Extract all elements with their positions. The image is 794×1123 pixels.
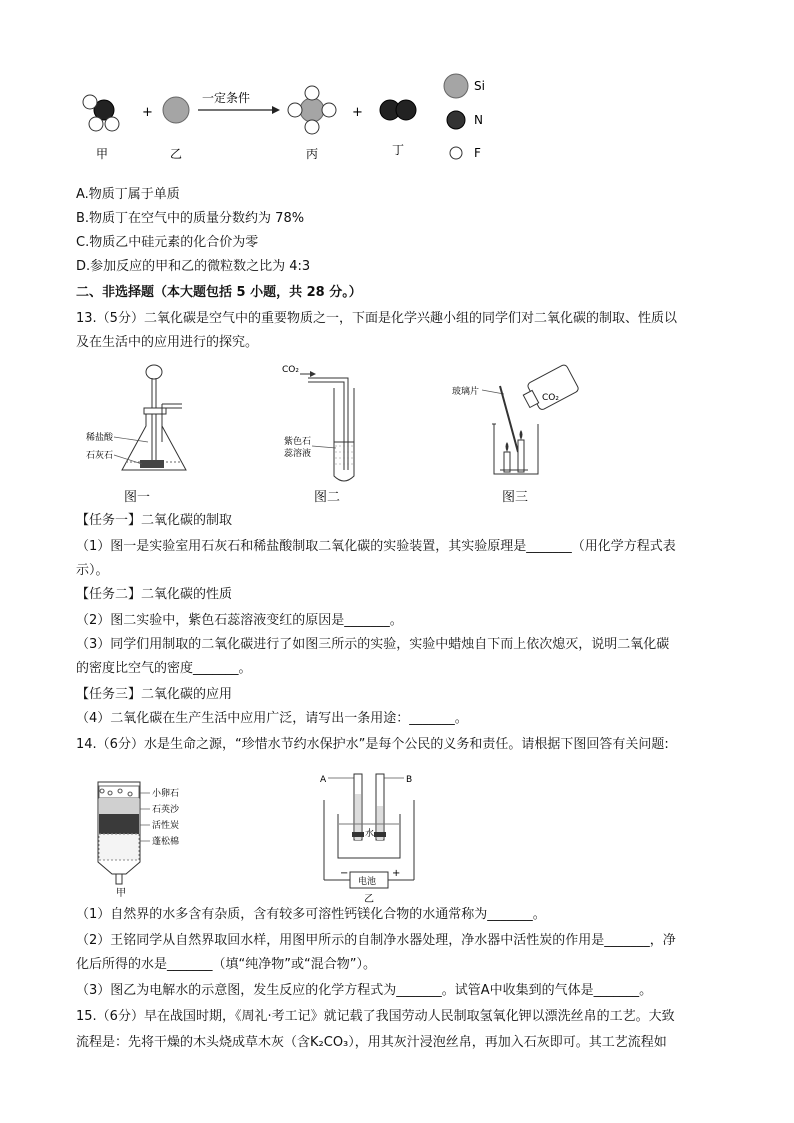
figure-1-apparatus (84, 364, 204, 480)
q14-sub3: （3）图乙为电解水的示意图，发生反应的化学方程式为_______。试管A中收集到的气体是_______。 (76, 983, 653, 998)
q13-sub1-line2: 示）。 (76, 563, 109, 578)
legend-si-swatch (444, 74, 468, 98)
plus-sign-2: + (352, 105, 363, 120)
figure-3-candles (452, 360, 582, 482)
option-a: A.物质丁属于单质 (76, 187, 180, 202)
q13-sub1-line1: （1）图一是实验室用石灰石和稀盐酸制取二氧化碳的实验装置，其实验原理是_______（用化学方程式表 (76, 539, 676, 554)
purifier-layer-3: 活性炭 (152, 821, 180, 831)
option-b: B.物质丁在空气中的质量分数约为 78% (76, 211, 305, 226)
figure-jia-purifier (90, 774, 220, 900)
q13-sub3-line2: 的密度比空气的密度_______。 (76, 661, 252, 676)
q15-line2: 流程是：先将干燥的木头烧成草木灰（含K₂CO₃），用其灰汁浸泡丝帛，再加入石灰即可。其工艺流程如 (76, 1035, 667, 1050)
label-bing: 丙 (306, 147, 319, 161)
figure-yi-electrolysis (314, 770, 424, 904)
molecule-jia (83, 95, 119, 131)
legend-f-label: F (474, 146, 481, 160)
q14-sub2-line1: （2）王铭同学从自然界取回水样，用图甲所示的自制净水器处理，净水器中活性炭的作用是_______，净 (76, 933, 676, 948)
label-ding: 丁 (392, 143, 405, 157)
arrow-head (272, 106, 280, 114)
purifier-layer-2: 石英沙 (152, 805, 180, 815)
electrolysis-label-b: B (406, 775, 413, 785)
fig2-label-gas: CO₂ (282, 365, 299, 375)
atom-yi (163, 97, 189, 123)
molecule-ding (380, 100, 416, 120)
legend-n-swatch (447, 111, 465, 129)
legend-si-label: Si (474, 79, 485, 93)
plus-sign-1: + (142, 105, 153, 120)
label-yi: 乙 (170, 147, 183, 161)
task1-heading: 【任务一】二氧化碳的制取 (76, 513, 233, 528)
q13-stem-line2: 及在生活中的应用进行的探究。 (76, 335, 259, 350)
q13-sub3-line1: （3）同学们用制取的二氧化碳进行了如图三所示的实验，实验中蜡烛自下而上依次熄灭，说明二氧化碳 (76, 637, 670, 652)
legend-f-swatch (450, 147, 462, 159)
battery-minus: − (340, 868, 349, 879)
electrolysis-label-a: A (320, 775, 327, 785)
molecule-bing (288, 86, 336, 134)
q13-stem-line1: 13.（5分）二氧化碳是空气中的重要物质之一，下面是化学兴趣小组的同学们对二氧化碳的制取、性质以 (76, 311, 677, 326)
task2-heading: 【任务二】二氧化碳的性质 (76, 587, 233, 602)
task3-heading: 【任务三】二氧化碳的应用 (76, 687, 233, 702)
purifier-layer-1: 小卵石 (152, 789, 180, 799)
battery-plus: + (392, 868, 401, 879)
electrolysis-label-water: 水 (365, 829, 375, 839)
q14-stem: 14.（6分）水是生命之源，“珍惜水节约水保护水”是每个公民的义务和责任。请根据下图回答有关问题: (76, 737, 669, 752)
fig3-label-glass: 玻璃片 (452, 387, 480, 397)
q13-sub4: （4）二氧化碳在生产生活中应用广泛，请写出一条用途：_______。 (76, 711, 468, 726)
fig2-label-sol1: 紫色石 (284, 437, 312, 447)
label-jia: 甲 (96, 147, 109, 161)
fig2-caption: 图二 (314, 490, 341, 505)
section-title: 二、非选择题（本大题包括 5 小题，共 28 分。） (76, 285, 362, 300)
fig1-caption: 图一 (124, 490, 151, 505)
reaction-condition: 一定条件 (202, 91, 251, 105)
figure-2-test-tube (280, 360, 380, 482)
reaction-diagram (76, 66, 516, 170)
fig1-label-acid: 稀盐酸 (86, 433, 114, 443)
q14-sub1: （1）自然界的水多含有杂质，含有较多可溶性钙镁化合物的水通常称为_______。 (76, 907, 546, 922)
q14-sub2-line2: 化后所得的水是_______（填“纯净物”或“混合物”）。 (76, 957, 376, 972)
fig2-label-sol2: 蕊溶液 (284, 449, 312, 459)
option-c: C.物质乙中硅元素的化合价为零 (76, 235, 259, 250)
option-d: D.参加反应的甲和乙的微粒数之比为 4:3 (76, 259, 311, 274)
battery-label: 电池 (358, 877, 377, 887)
element-legend (444, 74, 485, 160)
fig-jia-caption: 甲 (116, 888, 126, 899)
purifier-layer-4: 蓬松棉 (152, 837, 180, 847)
fig3-label-bottle: CO₂ (542, 393, 559, 403)
fig3-caption: 图三 (502, 490, 529, 505)
q15-line1: 15.（6分）早在战国时期，《周礼·考工记》就记载了我国劳动人民制取氢氧化钾以漂洗丝帛的工艺。大致 (76, 1009, 675, 1024)
q13-sub2: （2）图二实验中，紫色石蕊溶液变红的原因是_______。 (76, 613, 403, 628)
fig1-label-stone: 石灰石 (86, 451, 114, 461)
legend-n-label: N (474, 113, 483, 127)
fig-yi-caption: 乙 (364, 894, 374, 904)
